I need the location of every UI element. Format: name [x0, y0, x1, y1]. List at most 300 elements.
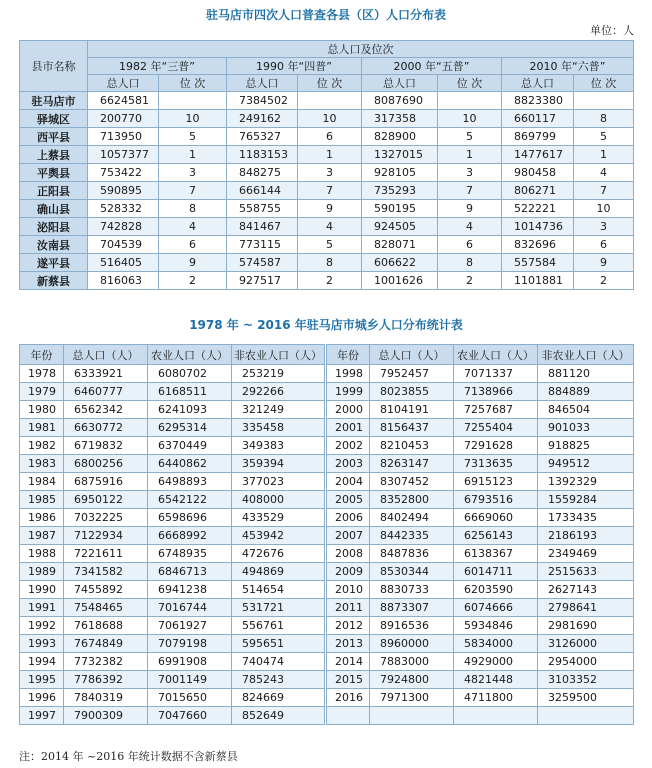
rank-cell: [574, 92, 634, 110]
total-population-cell: 8402494: [370, 509, 454, 527]
header-census-2010: 2010 年“六普”: [502, 58, 634, 75]
county-name: 西平县: [20, 128, 88, 146]
total-population-cell: 828071: [362, 236, 438, 254]
year-cell: 2006: [326, 509, 370, 527]
rank-cell: 6: [574, 236, 634, 254]
total-population-cell: 8442335: [370, 527, 454, 545]
total-population-cell: 660117: [502, 110, 574, 128]
county-name: 上蔡县: [20, 146, 88, 164]
header-agricultural-population: 农业人口（人）: [148, 345, 232, 365]
rank-cell: [298, 92, 362, 110]
table-row: [20, 635, 634, 653]
non-agricultural-population-cell: 884889: [538, 383, 634, 401]
non-agricultural-population-cell: 377023: [232, 473, 326, 491]
year-cell: [326, 707, 370, 725]
total-population-cell: 7732382: [64, 653, 148, 671]
rank-cell: 9: [159, 254, 227, 272]
agricultural-population-cell: 7255404: [454, 419, 538, 437]
year-cell: 1991: [20, 599, 64, 617]
non-agricultural-population-cell: 494869: [232, 563, 326, 581]
agricultural-population-cell: 6295314: [148, 419, 232, 437]
year-cell: 1992: [20, 617, 64, 635]
year-cell: 2000: [326, 401, 370, 419]
year-cell: 1978: [20, 365, 64, 383]
total-population-cell: 1183153: [227, 146, 298, 164]
total-population-cell: 6624581: [88, 92, 159, 110]
agricultural-population-cell: 6168511: [148, 383, 232, 401]
rank-cell: 4: [298, 218, 362, 236]
year-cell: 1988: [20, 545, 64, 563]
rank-cell: 9: [438, 200, 502, 218]
total-population-cell: 6950122: [64, 491, 148, 509]
non-agricultural-population-cell: 556761: [232, 617, 326, 635]
header-non-agricultural-population: 非农业人口（人）: [232, 345, 326, 365]
total-population-cell: 927517: [227, 272, 298, 290]
agricultural-population-cell: 7001149: [148, 671, 232, 689]
year-cell: 2005: [326, 491, 370, 509]
year-cell: 2009: [326, 563, 370, 581]
year-cell: 1993: [20, 635, 64, 653]
rank-cell: 3: [438, 164, 502, 182]
subheader-rank: 位 次: [574, 75, 634, 92]
non-agricultural-population-cell: 531721: [232, 599, 326, 617]
total-population-cell: 558755: [227, 200, 298, 218]
year-cell: 2013: [326, 635, 370, 653]
agricultural-population-cell: 6542122: [148, 491, 232, 509]
county-name: 驻马店市: [20, 92, 88, 110]
table-row: [20, 563, 634, 581]
header-total-population: 总人口（人）: [370, 345, 454, 365]
non-agricultural-population-cell: 2798641: [538, 599, 634, 617]
table-row: [20, 419, 634, 437]
total-population-cell: 6460777: [64, 383, 148, 401]
county-name: 汝南县: [20, 236, 88, 254]
non-agricultural-population-cell: 824669: [232, 689, 326, 707]
total-population-cell: 7674849: [64, 635, 148, 653]
non-agricultural-population-cell: 349383: [232, 437, 326, 455]
agricultural-population-cell: [454, 707, 538, 725]
non-agricultural-population-cell: 408000: [232, 491, 326, 509]
rank-cell: 7: [438, 182, 502, 200]
total-population-cell: 1057377: [88, 146, 159, 164]
agricultural-population-cell: 4711800: [454, 689, 538, 707]
total-population-cell: 713950: [88, 128, 159, 146]
county-name: 正阳县: [20, 182, 88, 200]
total-population-cell: 980458: [502, 164, 574, 182]
agricultural-population-cell: 6138367: [454, 545, 538, 563]
table-row: [20, 365, 634, 383]
total-population-cell: 516405: [88, 254, 159, 272]
non-agricultural-population-cell: 595651: [232, 635, 326, 653]
non-agricultural-population-cell: 2186193: [538, 527, 634, 545]
rank-cell: 7: [298, 182, 362, 200]
non-agricultural-population-cell: 433529: [232, 509, 326, 527]
total-population-cell: 8307452: [370, 473, 454, 491]
header-total-rank: 总人口及位次: [88, 41, 634, 58]
header-year: 年份: [20, 345, 64, 365]
census-distribution-table: [19, 40, 634, 290]
rank-cell: 3: [159, 164, 227, 182]
total-population-cell: 8104191: [370, 401, 454, 419]
total-population-cell: 7548465: [64, 599, 148, 617]
year-cell: 1986: [20, 509, 64, 527]
table-row: [20, 146, 634, 164]
rank-cell: 1: [159, 146, 227, 164]
non-agricultural-population-cell: 2954000: [538, 653, 634, 671]
total-population-cell: 7122934: [64, 527, 148, 545]
table-row: [20, 509, 634, 527]
year-cell: 2011: [326, 599, 370, 617]
non-agricultural-population-cell: 881120: [538, 365, 634, 383]
rank-cell: 6: [159, 236, 227, 254]
non-agricultural-population-cell: 2627143: [538, 581, 634, 599]
total-population-cell: 1101881: [502, 272, 574, 290]
table-row: [20, 545, 634, 563]
subheader-total-population: 总人口: [88, 75, 159, 92]
year-cell: 2014: [326, 653, 370, 671]
year-cell: 1997: [20, 707, 64, 725]
rank-cell: 10: [298, 110, 362, 128]
agricultural-population-cell: 6668992: [148, 527, 232, 545]
table-row: [20, 128, 634, 146]
rank-cell: 8: [574, 110, 634, 128]
header-census-2000: 2000 年“五普”: [362, 58, 502, 75]
header-total-population: 总人口（人）: [64, 345, 148, 365]
subheader-rank: 位 次: [159, 75, 227, 92]
table-row: [20, 455, 634, 473]
total-population-cell: 557584: [502, 254, 574, 272]
agricultural-population-cell: 6241093: [148, 401, 232, 419]
total-population-cell: 666144: [227, 182, 298, 200]
rank-cell: 5: [298, 236, 362, 254]
rank-cell: 5: [159, 128, 227, 146]
non-agricultural-population-cell: 852649: [232, 707, 326, 725]
year-cell: 1985: [20, 491, 64, 509]
total-population-cell: 522221: [502, 200, 574, 218]
total-population-cell: 8352800: [370, 491, 454, 509]
non-agricultural-population-cell: 846504: [538, 401, 634, 419]
year-cell: 1987: [20, 527, 64, 545]
table-row: [20, 182, 634, 200]
total-population-cell: 1327015: [362, 146, 438, 164]
agricultural-population-cell: 5834000: [454, 635, 538, 653]
header-agricultural-population: 农业人口（人）: [454, 345, 538, 365]
non-agricultural-population-cell: 321249: [232, 401, 326, 419]
non-agricultural-population-cell: 949512: [538, 455, 634, 473]
agricultural-population-cell: 6793516: [454, 491, 538, 509]
year-cell: 1998: [326, 365, 370, 383]
rank-cell: 1: [298, 146, 362, 164]
agricultural-population-cell: 6669060: [454, 509, 538, 527]
total-population-cell: 7900309: [64, 707, 148, 725]
rank-cell: 4: [438, 218, 502, 236]
year-cell: 1982: [20, 437, 64, 455]
subheader-total-population: 总人口: [502, 75, 574, 92]
header-census-1990: 1990 年“四普”: [227, 58, 362, 75]
rank-cell: 2: [159, 272, 227, 290]
non-agricultural-population-cell: 2981690: [538, 617, 634, 635]
year-cell: 1996: [20, 689, 64, 707]
total-population-cell: 574587: [227, 254, 298, 272]
agricultural-population-cell: 4929000: [454, 653, 538, 671]
total-population-cell: 6719832: [64, 437, 148, 455]
rank-cell: 2: [438, 272, 502, 290]
total-population-cell: 1477617: [502, 146, 574, 164]
total-population-cell: 8263147: [370, 455, 454, 473]
year-cell: 2008: [326, 545, 370, 563]
agricultural-population-cell: 4821448: [454, 671, 538, 689]
rank-cell: 8: [298, 254, 362, 272]
table-row: [20, 671, 634, 689]
agricultural-population-cell: 7257687: [454, 401, 538, 419]
non-agricultural-population-cell: 785243: [232, 671, 326, 689]
table-row: [20, 92, 634, 110]
agricultural-population-cell: 6074666: [454, 599, 538, 617]
rank-cell: 10: [574, 200, 634, 218]
agricultural-population-cell: 7071337: [454, 365, 538, 383]
total-population-cell: 8830733: [370, 581, 454, 599]
total-population-cell: 7341582: [64, 563, 148, 581]
total-population-cell: 7840319: [64, 689, 148, 707]
table-row: [20, 581, 634, 599]
total-population-cell: 773115: [227, 236, 298, 254]
total-population-cell: 590895: [88, 182, 159, 200]
table-row: [20, 383, 634, 401]
table2-title: 1978 年 ~ 2016 年驻马店市城乡人口分布统计表: [189, 318, 463, 332]
rank-cell: 2: [574, 272, 634, 290]
non-agricultural-population-cell: 918825: [538, 437, 634, 455]
rank-cell: 7: [159, 182, 227, 200]
agricultural-population-cell: 6991908: [148, 653, 232, 671]
non-agricultural-population-cell: 453942: [232, 527, 326, 545]
year-cell: 2010: [326, 581, 370, 599]
rank-cell: 9: [574, 254, 634, 272]
rank-cell: 5: [438, 128, 502, 146]
non-agricultural-population-cell: 740474: [232, 653, 326, 671]
table-row: [20, 254, 634, 272]
total-population-cell: 806271: [502, 182, 574, 200]
non-agricultural-population-cell: 2349469: [538, 545, 634, 563]
rank-cell: 3: [574, 218, 634, 236]
county-name: 驿城区: [20, 110, 88, 128]
rank-cell: 6: [438, 236, 502, 254]
year-cell: 1979: [20, 383, 64, 401]
agricultural-population-cell: 7291628: [454, 437, 538, 455]
non-agricultural-population-cell: 335458: [232, 419, 326, 437]
agricultural-population-cell: 7047660: [148, 707, 232, 725]
non-agricultural-population-cell: 472676: [232, 545, 326, 563]
total-population-cell: 6800256: [64, 455, 148, 473]
non-agricultural-population-cell: 3259500: [538, 689, 634, 707]
non-agricultural-population-cell: 2515633: [538, 563, 634, 581]
unit-label: 单位：人: [590, 24, 634, 37]
non-agricultural-population-cell: [538, 707, 634, 725]
rank-cell: 3: [298, 164, 362, 182]
non-agricultural-population-cell: 292266: [232, 383, 326, 401]
rank-cell: 9: [298, 200, 362, 218]
subheader-rank: 位 次: [438, 75, 502, 92]
total-population-cell: 742828: [88, 218, 159, 236]
county-name: 确山县: [20, 200, 88, 218]
total-population-cell: 7032225: [64, 509, 148, 527]
total-population-cell: 869799: [502, 128, 574, 146]
agricultural-population-cell: 6941238: [148, 581, 232, 599]
total-population-cell: 928105: [362, 164, 438, 182]
non-agricultural-population-cell: 901033: [538, 419, 634, 437]
non-agricultural-population-cell: 3103352: [538, 671, 634, 689]
total-population-cell: 924505: [362, 218, 438, 236]
agricultural-population-cell: 5934846: [454, 617, 538, 635]
year-cell: 1999: [326, 383, 370, 401]
year-cell: 2012: [326, 617, 370, 635]
total-population-cell: 7924800: [370, 671, 454, 689]
table-row: [20, 110, 634, 128]
total-population-cell: 590195: [362, 200, 438, 218]
rank-cell: [438, 92, 502, 110]
total-population-cell: 1001626: [362, 272, 438, 290]
rank-cell: 10: [159, 110, 227, 128]
rank-cell: 6: [298, 128, 362, 146]
county-name: 泌阳县: [20, 218, 88, 236]
total-population-cell: 7883000: [370, 653, 454, 671]
table-row: [20, 527, 634, 545]
table-row: [20, 473, 634, 491]
non-agricultural-population-cell: 1733435: [538, 509, 634, 527]
agricultural-population-cell: 6915123: [454, 473, 538, 491]
table-row: [20, 599, 634, 617]
subheader-rank: 位 次: [298, 75, 362, 92]
total-population-cell: 8873307: [370, 599, 454, 617]
table-row: [20, 617, 634, 635]
total-population-cell: 704539: [88, 236, 159, 254]
total-population-cell: 7952457: [370, 365, 454, 383]
agricultural-population-cell: 6598696: [148, 509, 232, 527]
total-population-cell: 7786392: [64, 671, 148, 689]
year-cell: 1994: [20, 653, 64, 671]
total-population-cell: 8823380: [502, 92, 574, 110]
agricultural-population-cell: 6846713: [148, 563, 232, 581]
county-name: 遂平县: [20, 254, 88, 272]
header-year: 年份: [326, 345, 370, 365]
table-row: [20, 218, 634, 236]
year-cell: 1981: [20, 419, 64, 437]
total-population-cell: 249162: [227, 110, 298, 128]
year-cell: 2016: [326, 689, 370, 707]
rank-cell: 7: [574, 182, 634, 200]
subheader-total-population: 总人口: [362, 75, 438, 92]
header-county-name: 县市名称: [20, 41, 88, 92]
agricultural-population-cell: 7138966: [454, 383, 538, 401]
rank-cell: [159, 92, 227, 110]
total-population-cell: 8916536: [370, 617, 454, 635]
total-population-cell: 765327: [227, 128, 298, 146]
total-population-cell: 8487836: [370, 545, 454, 563]
rank-cell: 1: [574, 146, 634, 164]
agricultural-population-cell: 6748935: [148, 545, 232, 563]
year-cell: 1990: [20, 581, 64, 599]
total-population-cell: 200770: [88, 110, 159, 128]
agricultural-population-cell: 6440862: [148, 455, 232, 473]
agricultural-population-cell: 7015650: [148, 689, 232, 707]
total-population-cell: 6562342: [64, 401, 148, 419]
total-population-cell: 841467: [227, 218, 298, 236]
rank-cell: 8: [159, 200, 227, 218]
table-row: [20, 164, 634, 182]
table-row: [20, 200, 634, 218]
agricultural-population-cell: 6014711: [454, 563, 538, 581]
year-cell: 1983: [20, 455, 64, 473]
non-agricultural-population-cell: 1559284: [538, 491, 634, 509]
agricultural-population-cell: 7061927: [148, 617, 232, 635]
table-row: [20, 272, 634, 290]
header-census-1982: 1982 年“三普”: [88, 58, 227, 75]
total-population-cell: 7384502: [227, 92, 298, 110]
subheader-total-population: 总人口: [227, 75, 298, 92]
table-row: [20, 401, 634, 419]
county-name: 平舆县: [20, 164, 88, 182]
total-population-cell: 735293: [362, 182, 438, 200]
table-row: [20, 689, 634, 707]
total-population-cell: 6333921: [64, 365, 148, 383]
non-agricultural-population-cell: 3126000: [538, 635, 634, 653]
total-population-cell: 7971300: [370, 689, 454, 707]
year-cell: 1995: [20, 671, 64, 689]
footnote: 注：2014 年 ~2016 年统计数据不含新蔡县: [19, 750, 238, 763]
agricultural-population-cell: 6203590: [454, 581, 538, 599]
table-row: [20, 437, 634, 455]
table1-title: 驻马店市四次人口普查各县（区）人口分布表: [205, 8, 446, 22]
year-cell: 2007: [326, 527, 370, 545]
rank-cell: 2: [298, 272, 362, 290]
total-population-cell: 317358: [362, 110, 438, 128]
total-population-cell: 8210453: [370, 437, 454, 455]
year-cell: 2002: [326, 437, 370, 455]
table-row: [20, 707, 634, 725]
table-row: [20, 491, 634, 509]
rank-cell: 5: [574, 128, 634, 146]
total-population-cell: 7455892: [64, 581, 148, 599]
agricultural-population-cell: 6498893: [148, 473, 232, 491]
non-agricultural-population-cell: 514654: [232, 581, 326, 599]
total-population-cell: 8530344: [370, 563, 454, 581]
total-population-cell: 8156437: [370, 419, 454, 437]
total-population-cell: 6630772: [64, 419, 148, 437]
total-population-cell: 848275: [227, 164, 298, 182]
total-population-cell: 8023855: [370, 383, 454, 401]
non-agricultural-population-cell: 359394: [232, 455, 326, 473]
rank-cell: 10: [438, 110, 502, 128]
non-agricultural-population-cell: 1392329: [538, 473, 634, 491]
total-population-cell: 753422: [88, 164, 159, 182]
agricultural-population-cell: 6256143: [454, 527, 538, 545]
total-population-cell: 7618688: [64, 617, 148, 635]
agricultural-population-cell: 7079198: [148, 635, 232, 653]
rank-cell: 8: [438, 254, 502, 272]
year-cell: 1989: [20, 563, 64, 581]
agricultural-population-cell: 7016744: [148, 599, 232, 617]
urban-rural-population-table: [19, 344, 634, 725]
total-population-cell: [370, 707, 454, 725]
year-cell: 2015: [326, 671, 370, 689]
year-cell: 2003: [326, 455, 370, 473]
year-cell: 2004: [326, 473, 370, 491]
county-name: 新蔡县: [20, 272, 88, 290]
total-population-cell: 816063: [88, 272, 159, 290]
year-cell: 1980: [20, 401, 64, 419]
total-population-cell: 606622: [362, 254, 438, 272]
total-population-cell: 832696: [502, 236, 574, 254]
agricultural-population-cell: 7313635: [454, 455, 538, 473]
